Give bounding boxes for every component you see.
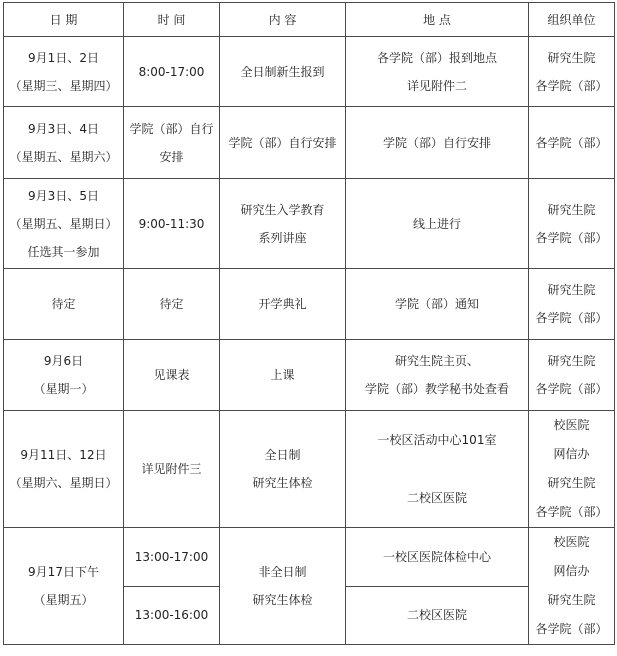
time-cell: 学院（部）自行 安排 — [124, 107, 220, 179]
organizer-cell: 各学院（部） — [529, 107, 615, 179]
date-cell: 9月11日、12日 （星期六、星期日） — [4, 411, 124, 528]
location-cell: 一校区活动中心101室 二校区医院 — [346, 411, 529, 528]
location-cell: 学院（部）自行安排 — [346, 107, 529, 179]
date-cell: 待定 — [4, 269, 124, 340]
header-row — [4, 3, 615, 37]
organizer-cell: 校医院 网信办 研究生院 各学院（部） — [529, 411, 615, 528]
header-date: 日 期 — [4, 3, 124, 37]
date-cell: 9月6日 （星期一） — [4, 340, 124, 411]
date-cell: 9月17日下午 （星期五） — [4, 528, 124, 645]
table-row — [4, 107, 615, 179]
time-cell: 9:00-11:30 — [124, 179, 220, 269]
location-cell: 学院（部）通知 — [346, 269, 529, 340]
location-cell: 线上进行 — [346, 179, 529, 269]
location-cell: 研究生院主页、 学院（部）教学秘书处查看 — [346, 340, 529, 411]
table-row — [4, 269, 615, 340]
organizer-cell: 研究生院 各学院（部） — [529, 179, 615, 269]
content-cell: 研究生入学教育 系列讲座 — [220, 179, 346, 269]
time-cell: 13:00-16:00 — [124, 586, 220, 645]
content-cell: 非全日制 研究生体检 — [220, 528, 346, 645]
organizer-cell: 校医院 网信办 研究生院 各学院（部） — [529, 528, 615, 645]
header-content: 内 容 — [220, 3, 346, 37]
time-cell: 见课表 — [124, 340, 220, 411]
date-cell: 9月3日、4日 （星期五、星期六） — [4, 107, 124, 179]
location-cell: 一校区医院体检中心 — [346, 528, 529, 587]
table-row — [4, 179, 615, 269]
header-location: 地 点 — [346, 3, 529, 37]
content-cell: 上课 — [220, 340, 346, 411]
table-row — [4, 528, 615, 587]
organizer-cell: 研究生院 各学院（部） — [529, 269, 615, 340]
time-cell: 待定 — [124, 269, 220, 340]
table-row — [4, 411, 615, 528]
table-row — [4, 340, 615, 411]
table-row — [4, 37, 615, 107]
schedule-table — [3, 2, 615, 645]
content-cell: 全日制 研究生体检 — [220, 411, 346, 528]
content-cell: 开学典礼 — [220, 269, 346, 340]
time-cell: 13:00-17:00 — [124, 528, 220, 587]
date-cell: 9月3日、5日 （星期五、星期日） 任选其一参加 — [4, 179, 124, 269]
location-cell: 各学院（部）报到地点 详见附件二 — [346, 37, 529, 107]
header-organizer: 组织单位 — [529, 3, 615, 37]
content-cell: 全日制新生报到 — [220, 37, 346, 107]
time-cell: 8:00-17:00 — [124, 37, 220, 107]
organizer-cell: 研究生院 各学院（部） — [529, 340, 615, 411]
date-cell: 9月1日、2日 （星期三、星期四） — [4, 37, 124, 107]
time-cell: 详见附件三 — [124, 411, 220, 528]
header-time: 时 间 — [124, 3, 220, 37]
content-cell: 学院（部）自行安排 — [220, 107, 346, 179]
organizer-cell: 研究生院 各学院（部） — [529, 37, 615, 107]
location-cell: 二校区医院 — [346, 586, 529, 645]
